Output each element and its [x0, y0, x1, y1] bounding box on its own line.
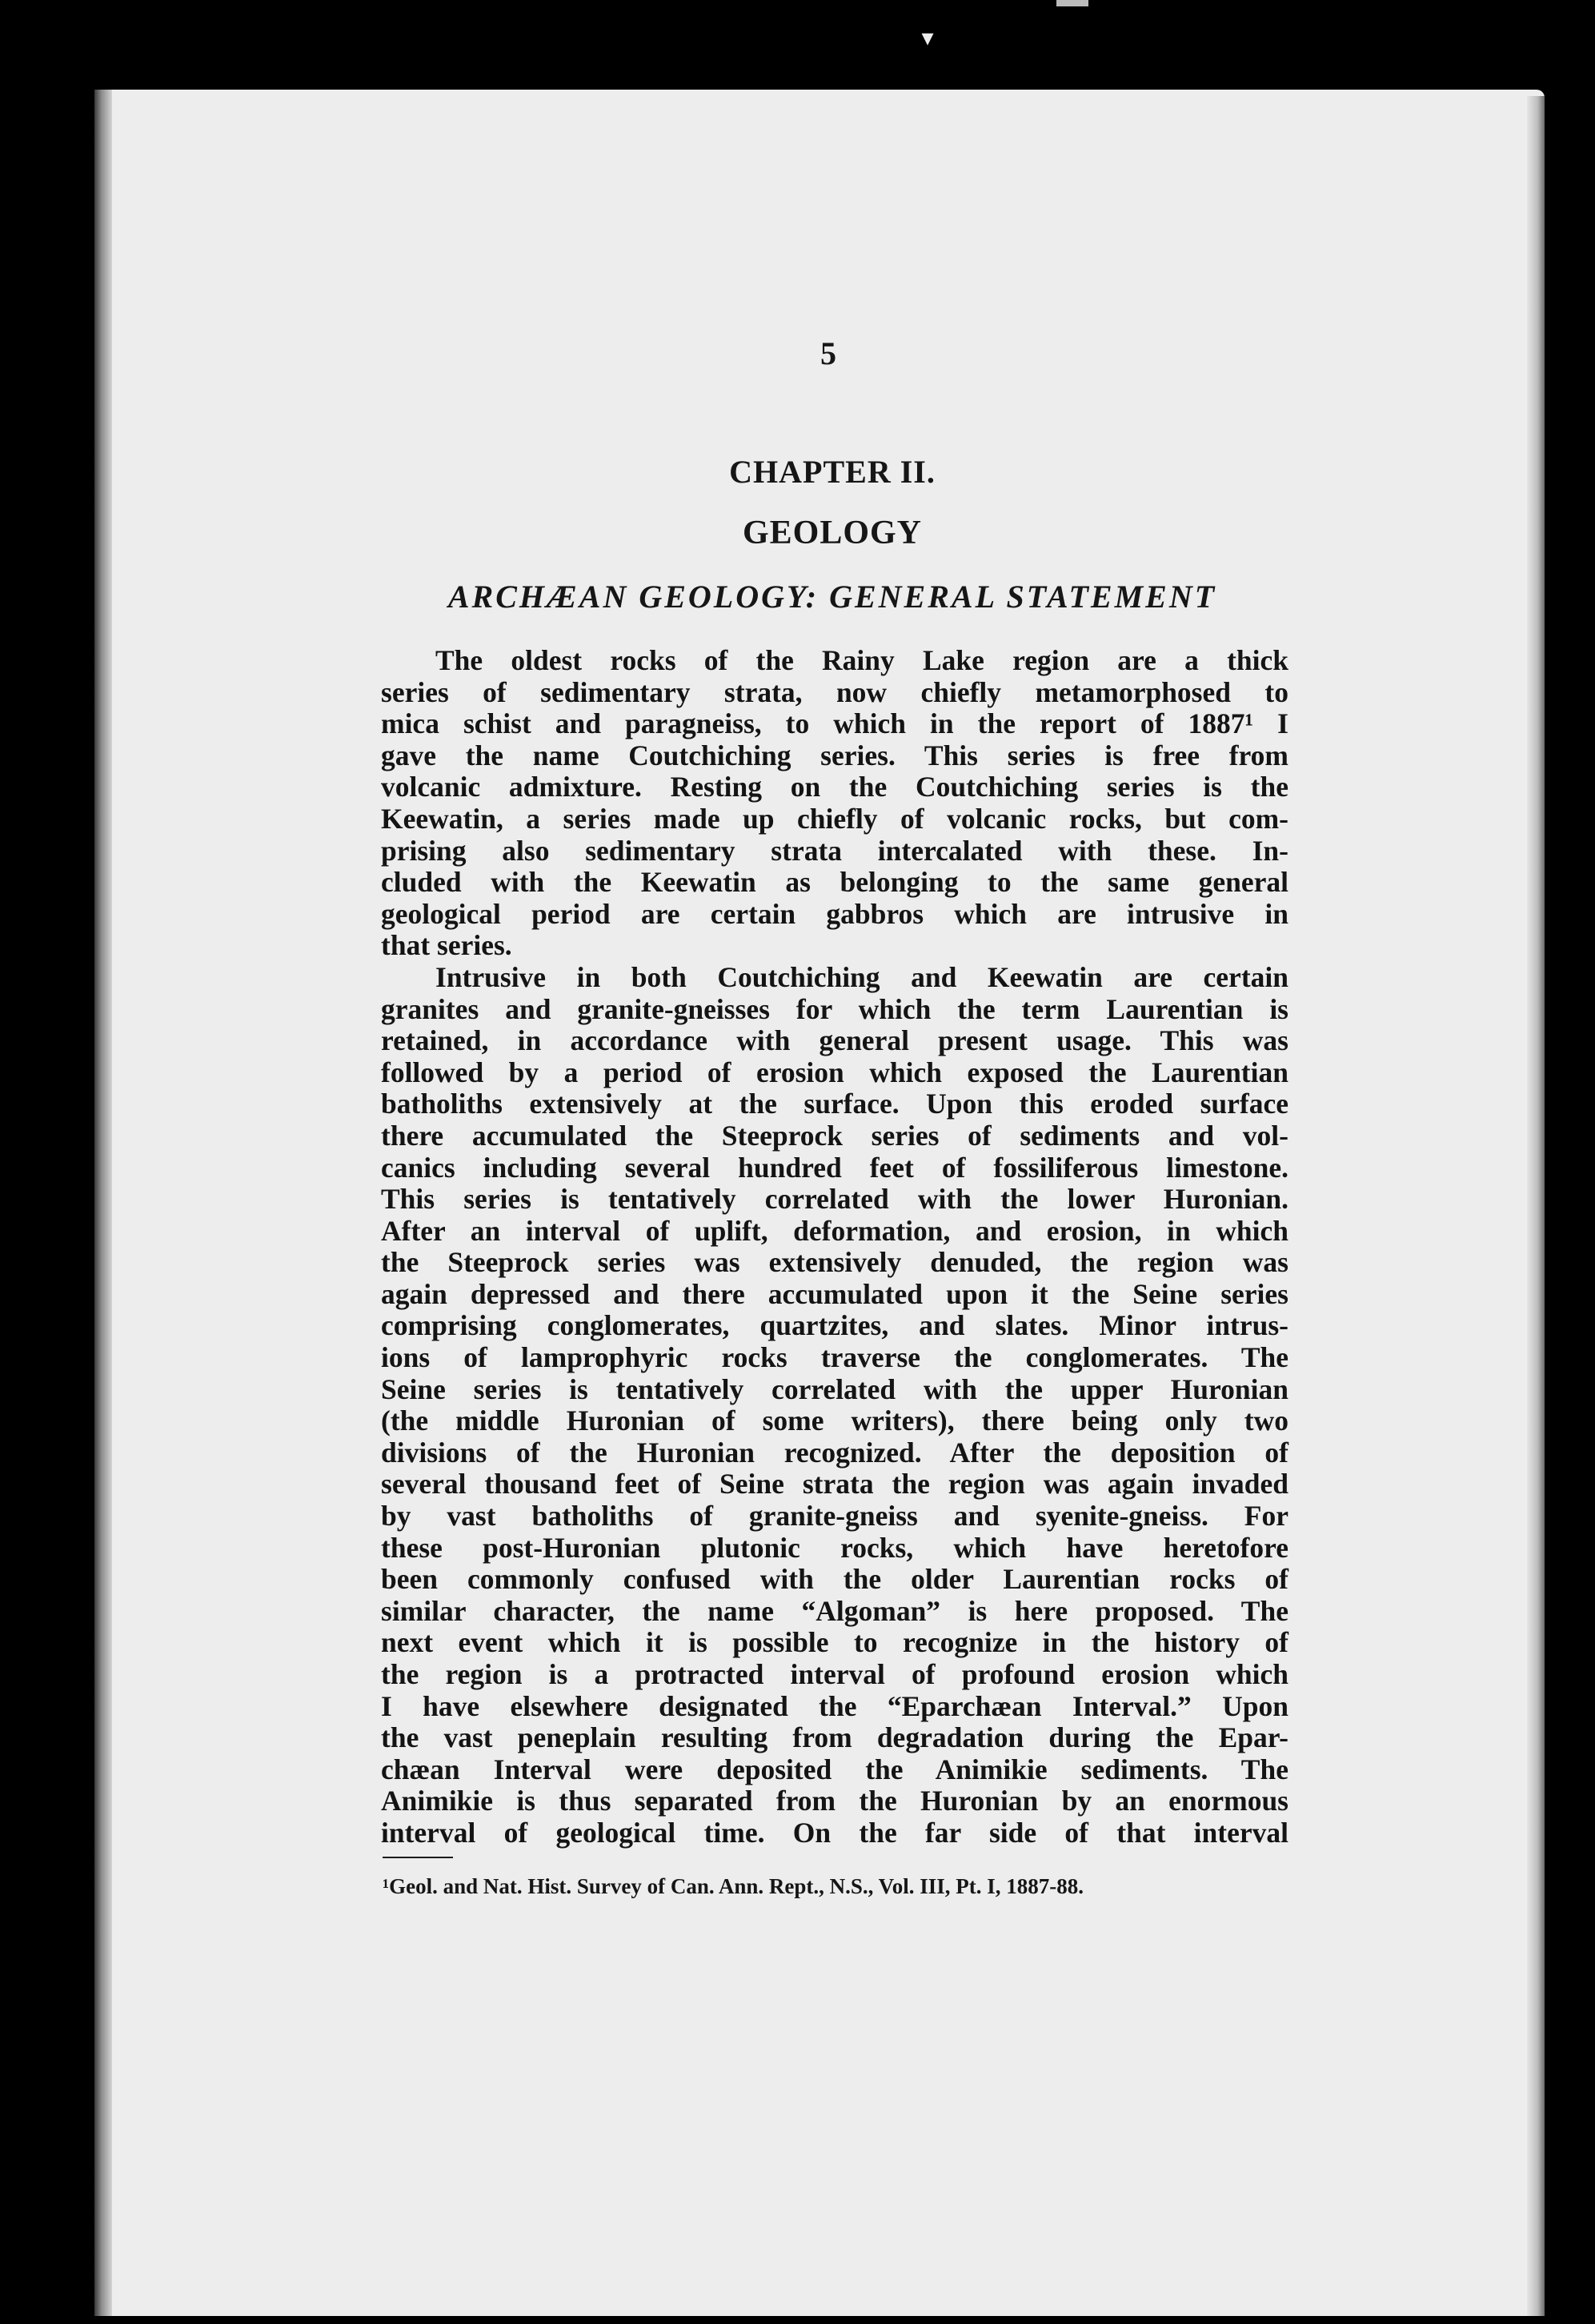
text-line: followed by a period of erosion which exposed the Laurentian [381, 1056, 1288, 1088]
text-line: batholiths extensively at the surface. Upon this eroded surface [381, 1088, 1288, 1120]
text-line: After an interval of uplift, deformation, and erosion, in which [381, 1214, 1288, 1247]
text-line: volcanic admixture. Resting on the Coutchiching series is the [381, 771, 1288, 803]
footnote: ¹Geol. and Nat. Hist. Survey of Can. Ann. Rept., N.S., Vol. III, Pt. I, 1887-88. [383, 1874, 1084, 1898]
text-line: by vast batholiths of granite-gneiss and syenite-gneiss. For [381, 1500, 1288, 1533]
text-line: prising also sedimentary strata intercalated with these. In- [381, 834, 1288, 867]
text-line: the Steeprock series was extensively denuded, the region was [381, 1246, 1288, 1279]
text-line: granites and granite-gneisses for which the term Laurentian is [381, 992, 1288, 1025]
text-line: Keewatin, a series made up chiefly of volcanic rocks, but com- [381, 802, 1288, 835]
text-line: (the middle Huronian of some writers), there being only two [381, 1404, 1288, 1437]
text-line: the region is a protracted interval of profound erosion which [381, 1658, 1288, 1690]
text-line: cluded with the Keewatin as belonging to the same general [381, 866, 1288, 899]
text-line: several thousand feet of Seine strata the region was again invaded [381, 1468, 1288, 1501]
text-line: next event which it is possible to recognize in the history of [381, 1626, 1288, 1659]
text-line: Intrusive in both Coutchiching and Keewatin are certain [435, 960, 1288, 993]
text-line: divisions of the Huronian recognized. After the deposition of [381, 1436, 1288, 1469]
text-line: canics including several hundred feet of fossiliferous limestone. [381, 1151, 1288, 1184]
page-number: 5 [820, 335, 836, 371]
text-line: geological period are certain gabbros which are intrusive in [381, 897, 1288, 930]
page-gutter-shadow [94, 90, 112, 2316]
text-line: mica schist and paragneiss, to which in the report of 1887¹ I [381, 707, 1288, 740]
text-line: interval of geological time. On the far side of that interval [381, 1816, 1288, 1849]
text-line: similar character, the name “Algoman” is here proposed. The [381, 1594, 1288, 1627]
text-line: chæan Interval were deposited the Animikie sediments. The [381, 1753, 1288, 1785]
text-line: I have elsewhere designated the “Eparchæan Interval.” Upon [381, 1689, 1288, 1722]
section-title: ARCHÆAN GEOLOGY: GENERAL STATEMENT [447, 579, 1217, 615]
text-line: ions of lamprophyric rocks traverse the conglomerates. The [381, 1341, 1288, 1374]
scan-artifact-top [1056, 0, 1088, 6]
text-line: Animikie is thus separated from the Huronian by an enormous [381, 1785, 1288, 1817]
scan-artifact-mark: ▾ [921, 25, 934, 51]
text-line: This series is tentatively correlated with the lower Huronian. [381, 1183, 1288, 1216]
text-line: there accumulated the Steeprock series of sediments and vol- [381, 1119, 1288, 1152]
text-line: comprising conglomerates, quartzites, and slates. Minor intrus- [381, 1309, 1288, 1342]
text-line: The oldest rocks of the Rainy Lake region are a thick [435, 644, 1288, 676]
text-line: that series. [381, 929, 512, 962]
text-line: been commonly confused with the older Laurentian rocks of [381, 1563, 1288, 1596]
text-line: again depressed and there accumulated upon it the Seine series [381, 1277, 1288, 1310]
text-line: the vast peneplain resulting from degradation during the Epar- [381, 1721, 1288, 1754]
text-line: Seine series is tentatively correlated with the upper Huronian [381, 1372, 1288, 1405]
chapter-title: GEOLOGY [742, 515, 923, 551]
text-line: these post-Huronian plutonic rocks, which have heretofore [381, 1531, 1288, 1564]
page-right-edge-shadow [1527, 96, 1545, 2316]
body-text [381, 645, 1288, 1849]
text-line: gave the name Coutchiching series. This series is free from [381, 739, 1288, 771]
text-line: series of sedimentary strata, now chiefly metamorphosed to [381, 675, 1288, 708]
chapter-heading: CHAPTER II. [729, 454, 936, 490]
footnote-rule [383, 1857, 453, 1858]
text-line: retained, in accordance with general present usage. This was [381, 1024, 1288, 1057]
